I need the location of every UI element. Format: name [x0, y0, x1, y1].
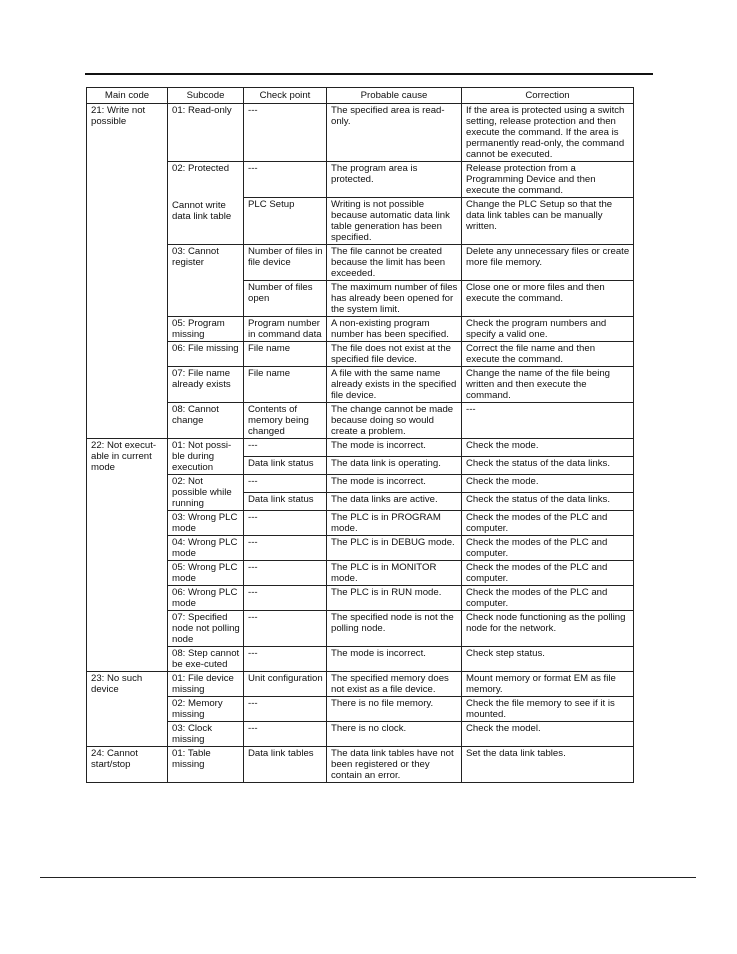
- check-point-cell: ---: [244, 475, 327, 493]
- table-row: [87, 439, 634, 457]
- table-row: [87, 586, 634, 611]
- subcode-cell: 06: Wrong PLC mode: [168, 586, 244, 611]
- check-point-cell: ---: [244, 536, 327, 561]
- subcode-cell: 02: Memory missing: [168, 697, 244, 722]
- cause-cell: The mode is incorrect.: [327, 439, 462, 457]
- cause-cell: The file does not exist at the specified file device.: [327, 342, 462, 367]
- main-code-cell: 23: No such device: [87, 672, 168, 747]
- check-point-cell: Data link status: [244, 457, 327, 475]
- subcode-cell: 01: File device missing: [168, 672, 244, 697]
- table-row: [87, 403, 634, 439]
- table-row: [87, 561, 634, 586]
- check-point-cell: ---: [244, 722, 327, 747]
- table-row: [87, 697, 634, 722]
- check-point-cell: Contents of memory being changed: [244, 403, 327, 439]
- table-row: [87, 245, 634, 281]
- cause-cell: A non-existing program number has been specified.: [327, 317, 462, 342]
- subcode-note: Cannot write data link table: [172, 200, 232, 222]
- header-main-code: Main code: [87, 88, 168, 104]
- cause-cell: The PLC is in MONITOR mode.: [327, 561, 462, 586]
- correction-cell: Release protection from a Programming Device and then execute the command.: [462, 162, 634, 198]
- subcode-cell: 05: Wrong PLC mode: [168, 561, 244, 586]
- cause-cell: The mode is incorrect.: [327, 475, 462, 493]
- check-point-cell: ---: [244, 561, 327, 586]
- correction-cell: Set the data link tables.: [462, 747, 634, 783]
- subcode-cell: 05: Program missing: [168, 317, 244, 342]
- cause-cell: The file cannot be created because the limit has been exceeded.: [327, 245, 462, 281]
- correction-cell: Close one or more files and then execute the command.: [462, 281, 634, 317]
- correction-cell: ---: [462, 403, 634, 439]
- correction-cell: Check the mode.: [462, 439, 634, 457]
- cause-cell: The specified node is not the polling node.: [327, 611, 462, 647]
- main-code-cell: 22: Not execut-able in current mode: [87, 439, 168, 672]
- table-row: [87, 511, 634, 536]
- subcode-cell: 03: Wrong PLC mode: [168, 511, 244, 536]
- correction-cell: Check the program numbers and specify a valid one.: [462, 317, 634, 342]
- subcode-cell: [168, 162, 244, 245]
- top-rule: [85, 73, 653, 75]
- table-row: [87, 475, 634, 493]
- cause-cell: The program area is protected.: [327, 162, 462, 198]
- table-row: [87, 162, 634, 198]
- cause-cell: The change cannot be made because doing so would create a problem.: [327, 403, 462, 439]
- table-row: [87, 342, 634, 367]
- cause-cell: The data link is operating.: [327, 457, 462, 475]
- cause-cell: The mode is incorrect.: [327, 647, 462, 672]
- check-point-cell: ---: [244, 439, 327, 457]
- subcode-cell: 08: Step cannot be exe-cuted: [168, 647, 244, 672]
- check-point-cell: Number of files in file device: [244, 245, 327, 281]
- check-point-cell: ---: [244, 586, 327, 611]
- table-row: [87, 747, 634, 783]
- check-point-cell: ---: [244, 104, 327, 162]
- cause-cell: The data link tables have not been registered or they contain an error.: [327, 747, 462, 783]
- check-point-cell: ---: [244, 511, 327, 536]
- subcode-label: 02: Protected: [172, 163, 230, 174]
- check-point-cell: ---: [244, 647, 327, 672]
- check-point-cell: Data link status: [244, 493, 327, 511]
- table-row: [87, 104, 634, 162]
- table-row: [87, 367, 634, 403]
- cause-cell: There is no file memory.: [327, 697, 462, 722]
- subcode-cell: 07: Specified node not polling node: [168, 611, 244, 647]
- correction-cell: Change the name of the file being written and then execute the command.: [462, 367, 634, 403]
- subcode-cell: 03: Cannot register: [168, 245, 244, 317]
- correction-cell: Correct the file name and then execute the command.: [462, 342, 634, 367]
- cause-cell: The PLC is in PROGRAM mode.: [327, 511, 462, 536]
- correction-cell: Check the status of the data links.: [462, 457, 634, 475]
- correction-cell: Check the modes of the PLC and computer.: [462, 536, 634, 561]
- footer-rule: [40, 877, 696, 878]
- correction-cell: Check the modes of the PLC and computer.: [462, 561, 634, 586]
- cause-cell: The specified area is read-only.: [327, 104, 462, 162]
- correction-cell: Check the modes of the PLC and computer.: [462, 511, 634, 536]
- subcode-cell: 02: Not possible while running: [168, 475, 244, 511]
- cause-cell: A file with the same name already exists in the specified file device.: [327, 367, 462, 403]
- check-point-cell: File name: [244, 367, 327, 403]
- subcode-cell: 01: Not possi-ble during execution: [168, 439, 244, 475]
- cause-cell: There is no clock.: [327, 722, 462, 747]
- header-subcode: Subcode: [168, 88, 244, 104]
- check-point-cell: Number of files open: [244, 281, 327, 317]
- correction-cell: Check the mode.: [462, 475, 634, 493]
- check-point-cell: ---: [244, 162, 327, 198]
- check-point-cell: ---: [244, 697, 327, 722]
- subcode-cell: 06: File missing: [168, 342, 244, 367]
- check-point-cell: Unit configuration: [244, 672, 327, 697]
- correction-cell: Check the file memory to see if it is mounted.: [462, 697, 634, 722]
- correction-cell: Mount memory or format EM as file memory.: [462, 672, 634, 697]
- cause-cell: The maximum number of files has already been opened for the system limit.: [327, 281, 462, 317]
- table-row: [87, 672, 634, 697]
- check-point-cell: Program number in command data: [244, 317, 327, 342]
- subcode-cell: 04: Wrong PLC mode: [168, 536, 244, 561]
- table-row: [87, 536, 634, 561]
- cause-cell: The specified memory does not exist as a file device.: [327, 672, 462, 697]
- header-correction: Correction: [462, 88, 634, 104]
- cause-cell: The PLC is in DEBUG mode.: [327, 536, 462, 561]
- table-row: [87, 722, 634, 747]
- table-header-row: [87, 88, 634, 104]
- correction-cell: Check node functioning as the polling node for the network.: [462, 611, 634, 647]
- check-point-cell: File name: [244, 342, 327, 367]
- error-code-table: [86, 87, 634, 783]
- correction-cell: Change the PLC Setup so that the data link tables can be manually written.: [462, 198, 634, 245]
- correction-cell: Check the modes of the PLC and computer.: [462, 586, 634, 611]
- cause-cell: Writing is not possible because automatic data link table generation has been specified.: [327, 198, 462, 245]
- subcode-cell: 07: File name already exists: [168, 367, 244, 403]
- subcode-cell: 01: Table missing: [168, 747, 244, 783]
- main-code-cell: 21: Write not possible: [87, 104, 168, 439]
- correction-cell: Check step status.: [462, 647, 634, 672]
- subcode-cell: 01: Read-only: [168, 104, 244, 162]
- cause-cell: The data links are active.: [327, 493, 462, 511]
- cause-cell: The PLC is in RUN mode.: [327, 586, 462, 611]
- correction-cell: If the area is protected using a switch setting, release protection and then execute the command. If the area is permanently read-only, the command cannot be executed.: [462, 104, 634, 162]
- correction-cell: Delete any unnecessary files or create more file memory.: [462, 245, 634, 281]
- table-row: [87, 317, 634, 342]
- subcode-cell: 03: Clock missing: [168, 722, 244, 747]
- correction-cell: Check the model.: [462, 722, 634, 747]
- main-code-cell: 24: Cannot start/stop: [87, 747, 168, 783]
- subcode-cell: 08: Cannot change: [168, 403, 244, 439]
- table-row: [87, 647, 634, 672]
- check-point-cell: ---: [244, 611, 327, 647]
- check-point-cell: PLC Setup: [244, 198, 327, 245]
- table-row: [87, 611, 634, 647]
- correction-cell: Check the status of the data links.: [462, 493, 634, 511]
- check-point-cell: Data link tables: [244, 747, 327, 783]
- header-probable-cause: Probable cause: [327, 88, 462, 104]
- header-check-point: Check point: [244, 88, 327, 104]
